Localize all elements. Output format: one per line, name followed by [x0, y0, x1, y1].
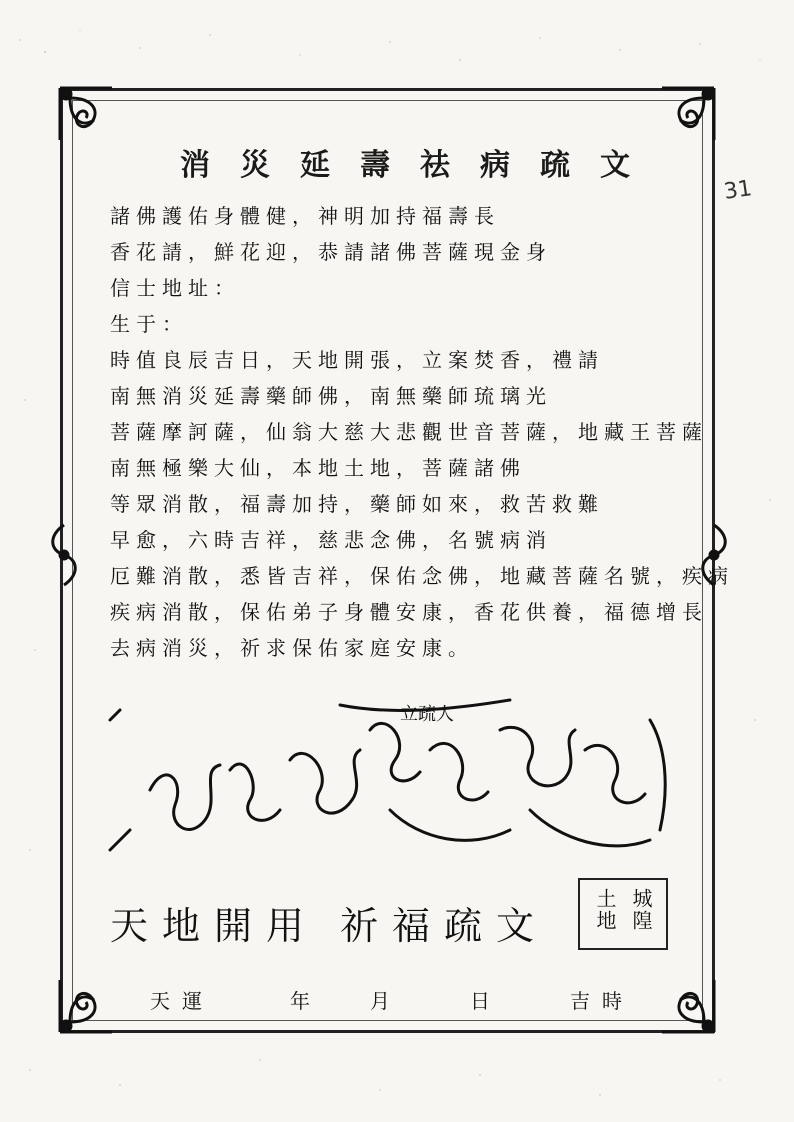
- document-title: 消災延壽祛病疏文: [180, 148, 660, 183]
- body-line: 諸佛護佑身體健，神明加持福壽長: [110, 204, 500, 228]
- body-line: 疾病消散，保佑弟子身體安康，香花供養，福德增長: [110, 600, 708, 624]
- handwritten-signature: [90, 690, 710, 870]
- bottom-small-item: 年: [290, 989, 322, 1013]
- body-line: 菩薩摩訶薩，仙翁大慈大悲觀世音菩薩，地藏王菩薩: [110, 420, 708, 444]
- corner-ornament-bottom-left: [52, 950, 142, 1040]
- body-line: 生于：: [110, 312, 188, 336]
- body-line: 信士地址：: [110, 276, 240, 300]
- signature-label: 立疏人: [400, 704, 454, 725]
- corner-ornament-top-left: [52, 80, 142, 170]
- bottom-small-item: 天運: [150, 989, 214, 1013]
- body-line: 厄難消散，悉皆吉祥，保佑念佛，地藏菩薩名號，疾病: [110, 564, 734, 588]
- body-line: 時值良辰吉日，天地開張，立案焚香，禮請: [110, 348, 604, 372]
- page-number: 31: [722, 176, 754, 205]
- body-line: 等眾消散，福壽加持，藥師如來，救苦救難: [110, 492, 604, 516]
- stamp-cell-0: 土地: [593, 888, 617, 932]
- body-line: 早愈，六時吉祥，慈悲念佛，名號病消: [110, 528, 552, 552]
- corner-ornament-bottom-right: [632, 950, 722, 1040]
- stamp-cell-1: 城隍: [629, 888, 653, 932]
- side-ornament-left: [44, 520, 84, 590]
- body-line: 去病消災，祈求保佑家庭安康。: [110, 636, 474, 660]
- bottom-small-item: 月: [370, 989, 402, 1013]
- body-line: 南無消災延壽藥師佛，南無藥師琉璃光: [110, 384, 552, 408]
- body-line: 香花請，鮮花迎，恭請諸佛菩薩現金身: [110, 240, 552, 264]
- body-line: 南無極樂大仙，本地土地，菩薩諸佛: [110, 456, 526, 480]
- bottom-small-item: 吉時: [570, 989, 634, 1013]
- stamp-box: [578, 878, 668, 950]
- bottom-large-line: 祈福疏文: [340, 904, 549, 948]
- bottom-small-item: 日: [470, 989, 502, 1013]
- bottom-large-line: 天地開用: [110, 904, 319, 948]
